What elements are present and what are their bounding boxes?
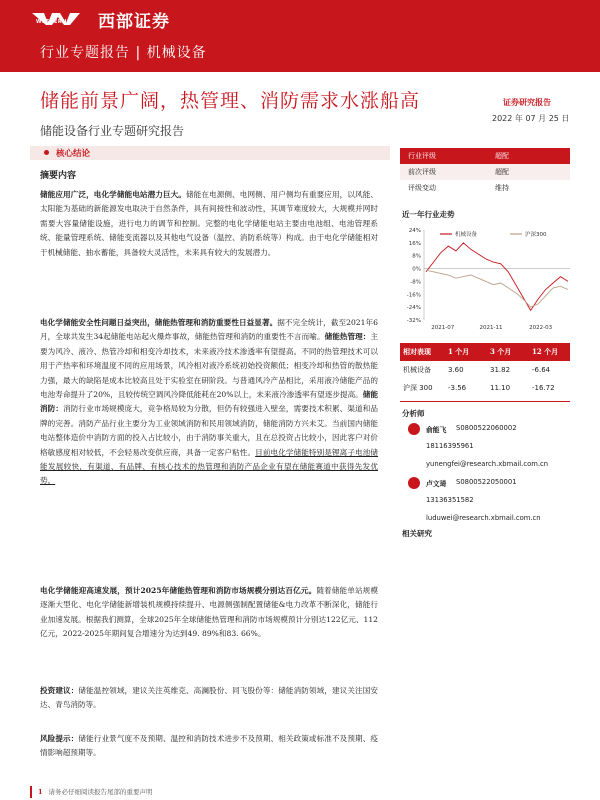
analyst-title: 分析师 — [402, 409, 425, 418]
paragraph-2 — [40, 316, 378, 489]
paragraph-4-body: 储能温控领域，建议关注英维克、高澜股份、同飞股份等：储能消防领域，建议关注国安达、青鸟消防等。 — [40, 686, 378, 710]
paragraph-1-body: 储能在电源侧、电网侧、用户侧均有重要应用，以风能、太阳能为基础的新能源发电取决于自然条件，具有间接性和波动性，其调节难度较大，大规模并网时需要大容量储能设施，进行电力的调节和控制。完整的电化学储能电站主要由电池组、电池管理系统、能量管理系统、储能变流器以及其他电气设备（温控、消防系统等）构成。由于电化学储能相对于机械储能、抽水蓄能，具备较大灵活性，未来具有较大的发展潜力。 — [40, 190, 379, 257]
avatar-icon — [408, 423, 420, 435]
table-cell: 机械设备 — [403, 366, 431, 374]
y-tick-label: 16% — [408, 240, 421, 247]
performance-header: 1 个月 — [448, 347, 470, 356]
x-tick-label: 2022-03 — [529, 325, 553, 331]
report-date: 2022 年 07 月 25 日 — [492, 114, 570, 123]
footer-bar — [30, 786, 32, 798]
table-cell: 3.60 — [448, 366, 464, 374]
divider — [400, 401, 570, 402]
brand-tag: 证券研究报告 — [503, 97, 551, 107]
rating-row — [400, 180, 570, 196]
rating-value: 超配 — [495, 168, 509, 176]
y-tick-label: 8% — [412, 253, 421, 260]
paragraph-2-lead-c: 储能消防： — [40, 390, 378, 414]
table-cell: 沪深 300 — [403, 384, 433, 392]
page-title: 储能前景广阔，热管理、消防需求水涨船高 — [40, 90, 421, 112]
paragraph-2-highlight: 目前电化学储能特别是锂离子电池储能发展较快，有渠道、有品牌、有核心技术的热管理和消防产品企业有望在储能赛道中获得先发优势。 — [40, 447, 379, 486]
table-row — [400, 379, 570, 397]
analyst-phone: 18116395961 — [426, 442, 474, 450]
analyst-name: 俞能飞 — [426, 426, 447, 434]
footer — [38, 787, 153, 796]
related-research-title: 相关研究 — [402, 529, 432, 538]
rating-table — [400, 148, 570, 196]
rating-value: 超配 — [495, 152, 509, 160]
paragraph-2-lead: 电化学储能安全性问题日益突出，储能热管理和消防重要性日益显著。 — [40, 318, 278, 327]
rating-key: 评级变动 — [408, 184, 436, 192]
rating-row — [400, 148, 570, 164]
rating-key: 行业评级 — [408, 152, 436, 160]
x-tick-label: 2021-07 — [431, 325, 455, 331]
section-title: 核心结论 — [56, 149, 91, 159]
paragraph-4 — [40, 684, 378, 713]
y-tick-label: -32% — [406, 318, 421, 324]
rating-key: 前次评级 — [408, 168, 436, 176]
bullet-icon — [44, 150, 49, 155]
page-number: 1 — [38, 788, 43, 796]
abstract-title: 摘要内容 — [40, 171, 77, 181]
trend-title: 近一年行业走势 — [402, 210, 455, 219]
report-type: 行业专题报告 | 机械设备 — [40, 45, 207, 61]
performance-table — [400, 343, 570, 397]
rating-value: 维持 — [495, 184, 509, 192]
paragraph-3-body: 随着储能单站规模逐渐大型化、电化学储能新增装机规模持续提升、电源侧强制配置储能&电力改革不断深化，储能行业加速发展。根据我们测算，全球2025年全球储能热管理和消防市场规模预计分别达122亿元、112亿元，2022-2025年期间复合增速分为达到49. 89%和83. 66%。 — [40, 586, 379, 639]
paragraph-2-lead-b: 储能热管理： — [324, 332, 371, 342]
trend-chart — [400, 222, 575, 337]
section-header — [30, 146, 390, 160]
paragraph-2-body-b: 主要为风冷、液冷、热管冷却和相变冷却技术，未来液冷技术渗透率有望提高。不同的热管理技术可以用于产热率和环境温度不同的应用场景，风冷相对液冷系统初始投资额低；相变冷却和热管的散热能力强，最大的缺陷是成本比较高且处于实验室在研阶段。与普通风冷产品相比，采用液冷储能产品的电池寿命提升了20%，且较传统空调风冷降低能耗在20%以上，未来液冷渗透率有望逐步提高。 — [40, 332, 379, 400]
paragraph-4-lead: 投资建议： — [40, 686, 79, 695]
y-tick-label: 0% — [412, 266, 421, 273]
paragraph-5 — [40, 732, 378, 761]
paragraph-3 — [40, 584, 378, 642]
paragraph-2-body-a: 据不完全统计，截至2021年6月，全球共发生34起储能电站起火爆炸事故，储能热管理和消防的重要性不言而喻。 — [40, 318, 378, 342]
paragraph-1-lead: 储能应用广泛，电化学储能电站潜力巨大。 — [40, 190, 186, 199]
footer-note: 请务必仔细阅读报告尾部的重要声明 — [48, 788, 153, 796]
analyst-email[interactable]: yunengfei@research.xbmail.com.cn — [426, 460, 549, 468]
avatar-icon — [408, 477, 420, 489]
y-tick-label: -24% — [406, 305, 421, 312]
y-tick-label: 24% — [408, 228, 421, 234]
analyst-email[interactable]: luduwei@research.xbmail.com.cn — [426, 514, 541, 522]
y-tick-label: -16% — [406, 292, 421, 299]
analyst-phone: 13136351582 — [426, 496, 474, 504]
paragraph-1 — [40, 188, 378, 260]
logo-chinese: 西部证券 — [98, 12, 170, 32]
performance-header-row — [400, 343, 570, 361]
y-tick-label: -8% — [410, 279, 421, 286]
logo-english: WESTERN — [36, 19, 67, 25]
table-cell: 11.10 — [490, 384, 511, 392]
paragraph-5-lead: 风险提示： — [40, 734, 79, 743]
table-cell: -3.56 — [448, 384, 467, 392]
x-tick-label: 2021-11 — [479, 325, 503, 331]
table-cell: -16.72 — [532, 384, 555, 392]
analyst-cert: S0800522050001 — [456, 478, 517, 486]
table-cell: -6.64 — [532, 366, 551, 374]
performance-header: 12 个月 — [532, 347, 559, 356]
series-line-1 — [426, 243, 568, 311]
legend-label: 机械设备 — [455, 232, 478, 238]
table-row — [400, 361, 570, 379]
rating-row — [400, 164, 570, 180]
performance-header: 3 个月 — [490, 347, 512, 356]
page-subtitle: 储能设备行业专题研究报告 — [40, 124, 185, 138]
analyst-name: 卢文琦 — [426, 480, 447, 488]
legend-label: 沪深300 — [525, 232, 547, 238]
analyst-cert: S0800522060002 — [456, 424, 517, 432]
report-header — [0, 0, 600, 72]
paragraph-5-body: 储能行业景气度不及预期、温控和消防技术进步不及预期、相关政策或标准不及预期、疫情影响超预期等。 — [40, 734, 378, 758]
table-cell: 31.82 — [490, 366, 511, 374]
performance-header: 相对表现 — [403, 347, 431, 356]
paragraph-2-body-c: 消防行业市场规模庞大，竞争格局较为分散，但仍有较强进入壁垒，需要技术积累、渠道和品牌的完善。消防产品行业主要分为工业领域消防和民用领域消防，储能消防方兴未艾。当前国内储能电站整体造价中消防方面的投入占比较小，由于消防事关重大，且在总投资占比较小，因此客户对价格敏感度相对较低，不会轻易改变供应商，具备一定客户粘性。 — [40, 404, 379, 457]
paragraph-3-lead: 电化学储能迎高速发展，预计2025年储能热管理和消防市场规模分别达百亿元。 — [40, 586, 317, 595]
